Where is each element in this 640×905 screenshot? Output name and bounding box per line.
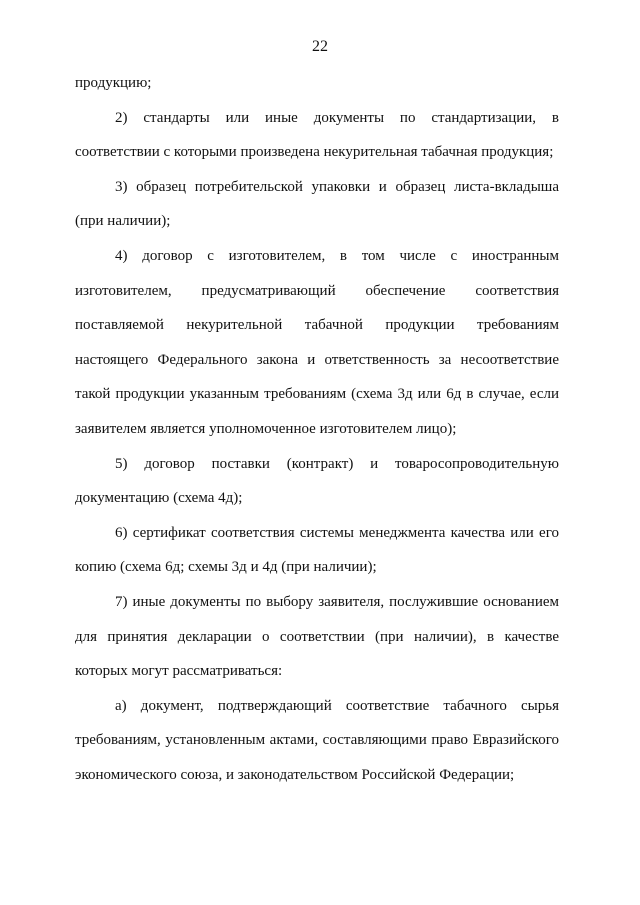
- document-body: [75, 66, 559, 792]
- paragraph-item-6: 6) сертификат соответствия системы менеджмента качества или его копию (схема 6д; схемы 3д и 4д (при наличии);: [75, 524, 559, 576]
- paragraph-item-7: 7) иные документы по выбору заявителя, послужившие основанием для принятия декларации о соответствии (при наличии), в качестве которых могут рассматриваться:: [75, 593, 559, 680]
- paragraph-item-4: 4) договор с изготовителем, в том числе с иностранным изготовителем, предусматривающий обеспечение соответствия поставляемой некурительной табачной продукции требованиям настоящего Федерального закона и ответственность за несоответствие такой продукции указанным требованиям (схема 3д или 6д в случае, если заявителем является уполномоченное изготовителем лицо);: [75, 247, 559, 437]
- paragraph-item-2: 2) стандарты или иные документы по стандартизации, в соответствии с которыми произведена некурительная табачная продукция;: [75, 109, 559, 161]
- page-number: 22: [312, 38, 328, 55]
- paragraph-item-a: а) документ, подтверждающий соответствие табачного сырья требованиям, установленным актами, составляющими право Евразийского экономического союза, и законодательством Российской Федерации;: [75, 697, 559, 783]
- paragraph-continuation: продукцию;: [75, 75, 152, 91]
- paragraph-item-3: 3) образец потребительской упаковки и образец листа-вкладыша (при наличии);: [75, 178, 559, 230]
- paragraph-item-5: 5) договор поставки (контракт) и товаросопроводительную документацию (схема 4д);: [75, 455, 559, 507]
